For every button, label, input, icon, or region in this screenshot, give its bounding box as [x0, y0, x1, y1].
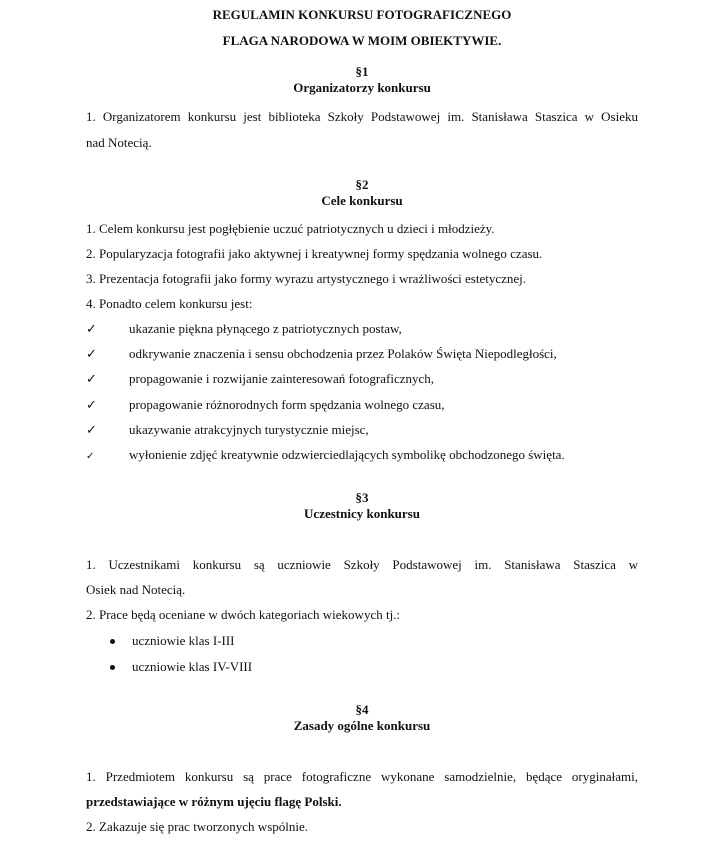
section-2-item-2: 2. Popularyzacja fotografii jako aktywnej i kreatywnej formy spędzania wolnego czasu. [86, 246, 543, 261]
bullet-icon [110, 639, 115, 644]
check-icon: ✓ [86, 371, 97, 386]
check-icon: ✓ [86, 321, 97, 336]
section-2-check-item-3: propagowanie i rozwijanie zainteresowań fotograficznych, [129, 371, 435, 386]
section-2-check-item-4: propagowanie różnorodnych form spędzania wolnego czasu, [129, 397, 445, 412]
document-title-line-2: FLAGA NARODOWA W MOIM OBIEKTYWIE. [222, 33, 502, 48]
section-1-paragraph-line-2: nad Notecią. [86, 135, 152, 150]
check-icon: ✓ [86, 397, 97, 412]
section-2-check-item-6: wyłonienie zdjęć kreatywnie odzwierciedlających symbolikę obchodzonego święta. [129, 447, 565, 462]
section-4-heading: Zasady ogólne konkursu [293, 718, 431, 733]
section-3-bullet-2: uczniowie klas IV-VIII [132, 659, 253, 674]
section-1-paragraph-line-1: 1. Organizatorem konkursu jest biblioteka Szkoły Podstawowej im. Stanisława Staszica w Osieku [86, 109, 638, 124]
section-2-check-item-1: ukazanie piękna płynącego z patriotycznych postaw, [129, 321, 402, 336]
section-2-check-item-5: ukazywanie atrakcyjnych turystycznie miejsc, [129, 422, 369, 437]
section-2-item-4: 4. Ponadto celem konkursu jest: [86, 296, 253, 311]
section-4-paragraph-line-2: przedstawiające w różnym ujęciu flagę Polski. [86, 794, 342, 809]
section-3-paragraph-line-2: Osiek nad Notecią. [86, 582, 186, 597]
check-icon: ✓ [86, 451, 95, 462]
section-3-heading: Uczestnicy konkursu [304, 506, 420, 521]
section-3-paragraph-line-1: 1. Uczestnikami konkursu są uczniowie Szkoły Podstawowej im. Stanisława Staszica w [86, 557, 638, 572]
section-3-bullet-1: uczniowie klas I-III [132, 633, 235, 648]
section-1-number: §1 [355, 64, 369, 79]
section-4-number: §4 [355, 702, 369, 717]
document-title-line-1: REGULAMIN KONKURSU FOTOGRAFICZNEGO [212, 7, 512, 22]
section-4-paragraph-line-1: 1. Przedmiotem konkursu są prace fotograficzne wykonane samodzielnie, będące oryginałami, [86, 769, 638, 784]
section-3-paragraph-2: 2. Prace będą oceniane w dwóch kategoriach wiekowych tj.: [86, 607, 401, 622]
section-1-heading: Organizatorzy konkursu [293, 80, 431, 95]
section-2-check-item-2: odkrywanie znaczenia i sensu obchodzenia przez Polaków Święta Niepodległości, [129, 346, 557, 361]
section-2-item-3: 3. Prezentacja fotografii jako formy wyrazu artystycznego i wrażliwości estetycznej. [86, 271, 527, 286]
section-4-paragraph-2: 2. Zakazuje się prac tworzonych wspólnie. [86, 819, 309, 834]
check-icon: ✓ [86, 422, 97, 437]
section-2-heading: Cele konkursu [321, 193, 403, 208]
section-2-item-1: 1. Celem konkursu jest pogłębienie uczuć patriotycznych u dzieci i młodzieży. [86, 221, 495, 236]
section-2-number: §2 [355, 177, 369, 192]
bullet-icon [110, 665, 115, 670]
check-icon: ✓ [86, 346, 97, 361]
section-3-number: §3 [355, 490, 369, 505]
